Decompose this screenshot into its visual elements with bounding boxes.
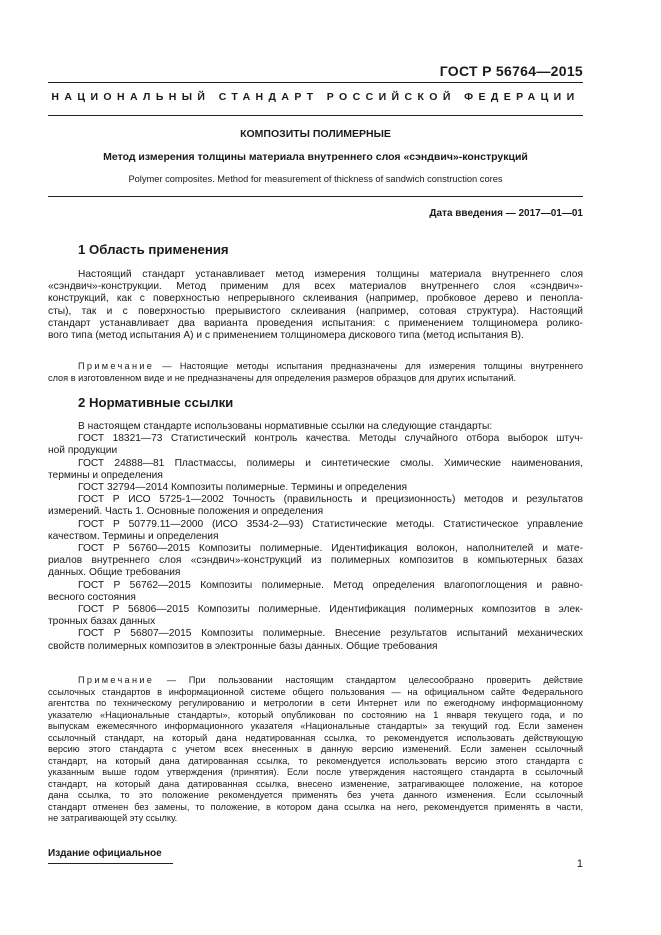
reference-line: ГОСТ Р ИСО 5725-1—2002 Точность (правильность и прецизионность) методов и результатов <box>78 494 583 506</box>
note-line: ссылочных стандартов в информационной системе общего пользования — на официальном сайте Федерального <box>48 686 583 697</box>
reference-line: весного состояния <box>48 591 136 603</box>
reference-line: ГОСТ 32794—2014 Композиты полимерные. Термины и определения <box>78 482 407 494</box>
reference-line: ГОСТ Р 56807—2015 Композиты полимерные. Внесение результатов испытаний механических <box>78 628 583 640</box>
note-line <box>48 361 583 373</box>
note-text: — Настоящие методы испытания предназначены для измерения толщины внутреннего <box>154 361 583 371</box>
note-line <box>48 675 583 687</box>
reference-line: качеством. Термины и определения <box>48 530 219 542</box>
section-2-heading: 2 Нормативные ссылки <box>78 395 234 410</box>
reference-line: ГОСТ 18321—73 Статистический контроль качества. Методы случайного отбора выборок штуч- <box>78 433 583 445</box>
paragraph-line: вого типа (метод испытания А) и с применением толщиномера дискового типа (метод испытания В). <box>48 330 524 342</box>
note-line: выпускам ежемесячного информационного указателя «Национальные стандарты» за текущий год. Если заменен <box>48 721 583 731</box>
reference-line: ГОСТ Р 56760—2015 Композиты полимерные. Идентификация волокон, наполнителей и мате- <box>78 543 583 555</box>
document-title: КОМПОЗИТЫ ПОЛИМЕРНЫЕ <box>240 128 391 140</box>
note-line: агентства по техническому регулированию и метрологии в сети Интернет или по ежегодному информационному <box>48 698 583 708</box>
note-line: указателю «Национальные стандарты», который опубликован по состоянию на 1 января текущего года, и по <box>48 709 583 720</box>
paragraph-line: стандарт устанавливает два варианта проведения испытания: с применением толщиномера ролико- <box>48 317 583 329</box>
note-line: не затрагивающей эту ссылку. <box>48 813 178 823</box>
note-line: стандарт отменен без замены, то положение, в котором дана ссылка на него, рекомендуется применять в части, <box>48 801 583 812</box>
footer-rule <box>48 863 173 864</box>
title-rule-bottom <box>48 196 583 197</box>
reference-line: данных. Общие требования <box>48 567 181 579</box>
page-number: 1 <box>576 858 583 870</box>
reference-line: тронных базах данных <box>48 616 156 628</box>
note-line: указанным выше годом утверждения (принятия). Если после утверждения настоящего стандарта в ссылочный <box>48 767 583 777</box>
section-1-note <box>48 361 583 384</box>
reference-line: ГОСТ Р 56762—2015 Композиты полимерные. Метод определения влагопоглощения и равно- <box>78 579 583 591</box>
edition-label: Издание официальное <box>48 848 162 859</box>
normative-references-list <box>48 421 583 653</box>
section-1-heading: 1 Область применения <box>78 242 229 257</box>
paragraph-line: конструкций, как с поверхностью непрерывного склеивания (например, пробковое дерево и пенопла- <box>48 293 583 305</box>
section-1-paragraph <box>48 269 583 342</box>
note-line: стандарт, на который дана датированная ссылка, то рекомендуется использовать версию этого стандарта с <box>48 755 583 766</box>
reference-line: В настоящем стандарте использованы нормативные ссылки на следующие стандарты: <box>78 421 493 432</box>
national-standard-banner: НАЦИОНАЛЬНЫЙ СТАНДАРТ РОССИЙСКОЙ ФЕДЕРАЦИИ <box>51 91 580 103</box>
reference-line: ГОСТ 24888—81 Пластмассы, полимеры и синтетические смолы. Химические наименования, <box>78 457 583 469</box>
reference-line: свойств полимерных композитов в электронные базы данных. Общие требования <box>48 640 438 652</box>
note-line: ссылочный стандарт, на который дана недатированная ссылка, то рекомендуется использовать действующую <box>48 732 583 743</box>
header-rule <box>48 82 583 83</box>
reference-line: измерений. Часть 1. Основные положения и определения <box>48 506 324 518</box>
paragraph-line: сты), так и с поверхностью прерывистого склеивания (например, сотовая структура). Настоящий <box>48 305 583 317</box>
note-line: стандарт, на который дана датированная ссылка, внесено изменение, затрагивающее положение, на которое <box>48 778 583 789</box>
paragraph-line: Настоящий стандарт устанавливает метод измерения толщины материала внутреннего слоя <box>78 269 583 280</box>
document-subtitle: Метод измерения толщины материала внутреннего слоя «сэндвич»-конструкций <box>103 151 528 163</box>
reference-line: термины и определения <box>48 469 163 481</box>
reference-line: ной продукции <box>48 445 118 457</box>
note-line: версию этого стандарта с учетом всех внесенных в данную версию изменений. Если заменен ссылочный <box>48 744 583 754</box>
reference-line: риалов внутреннего слоя «сэндвич»-конструкций из полимерных композитов в компьютерных базах <box>48 555 583 567</box>
introduction-date: Дата введения — 2017—01—01 <box>429 208 583 219</box>
note-line: дана ссылка, то это положение рекомендуется применять без учета данного изменения. Если ссылочный <box>48 790 583 800</box>
standard-code: ГОСТ Р 56764—2015 <box>439 63 583 79</box>
note-line: слоя в изготовленном виде и не предназначены для определения размеров образцов для других испытаний. <box>48 372 516 383</box>
paragraph-line: «сэндвич»-конструкции. Метод применим для всех материалов внутреннего слоя «сэндвич»- <box>48 281 583 293</box>
reference-line: ГОСТ Р 50779.11—2000 (ИСО 3534-2—93) Статистические методы. Статистическое управление <box>78 518 583 530</box>
note-label: Примечание <box>78 675 155 685</box>
note-text: — При пользовании настоящим стандартом целесообразно проверить действие <box>154 675 583 685</box>
note-label: Примечание <box>78 361 155 371</box>
english-title: Polymer composites. Method for measurement of thickness of sandwich construction cores <box>128 174 503 184</box>
title-rule-top <box>48 115 583 116</box>
reference-line: ГОСТ Р 56806—2015 Композиты полимерные. Идентификация полимерных композитов в элек- <box>78 604 583 616</box>
section-2-note <box>48 675 583 825</box>
